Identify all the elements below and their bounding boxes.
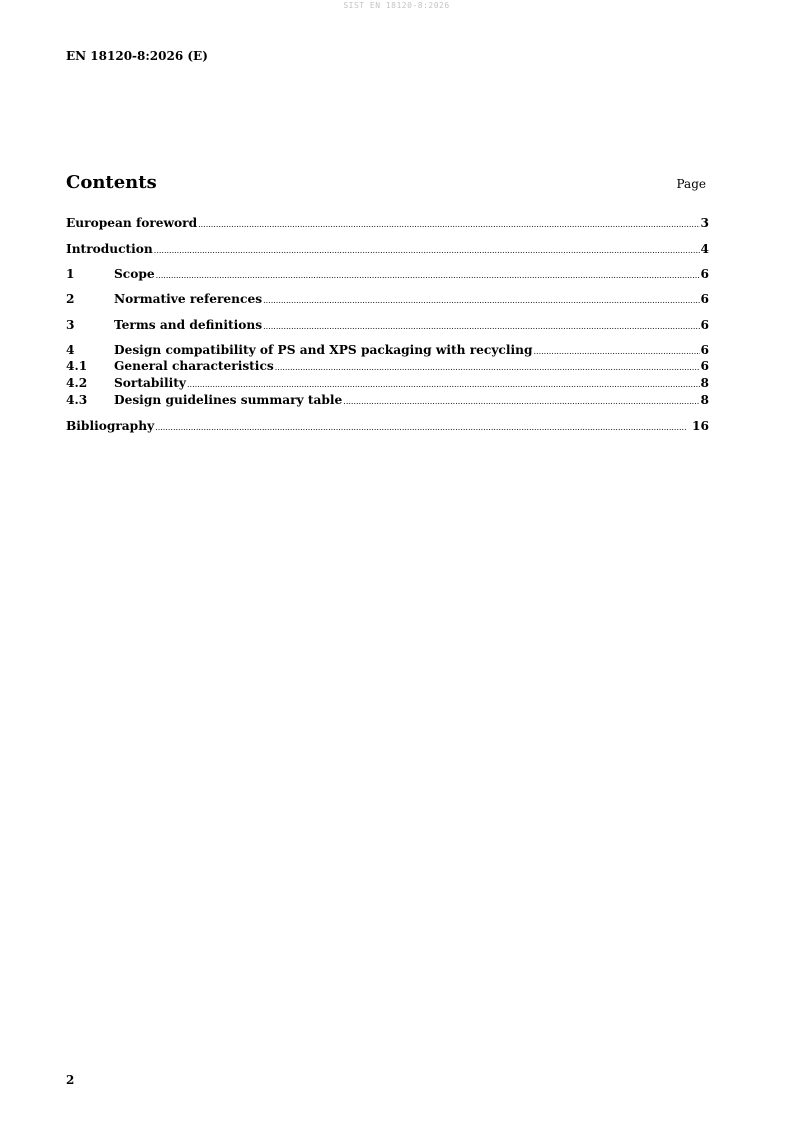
toc-entry-title: Terms and definitions xyxy=(114,318,263,332)
toc-entry-title: Bibliography xyxy=(66,419,155,433)
toc-entry-number: 4.3 xyxy=(66,393,88,407)
toc-dot-leader xyxy=(154,244,700,258)
toc-dot-leader xyxy=(534,345,700,359)
toc-entry-design-compatibility[interactable] xyxy=(66,343,709,357)
toc-dot-leader xyxy=(187,378,700,392)
toc-entry-page: 16 xyxy=(687,419,709,433)
toc-entry-page: 8 xyxy=(700,376,709,390)
toc-entry-number: 2 xyxy=(66,292,75,306)
toc-entry-title: European foreword xyxy=(66,216,198,230)
toc-entry-number: 4.1 xyxy=(66,359,88,373)
toc-entry-page: 6 xyxy=(700,292,709,306)
toc-entry-sortability[interactable] xyxy=(66,376,709,390)
toc-entry-page: 6 xyxy=(700,318,709,332)
toc-dot-leader xyxy=(275,361,700,375)
toc-entry-terms-and-definitions[interactable] xyxy=(66,318,709,332)
toc-dot-leader xyxy=(198,218,699,232)
toc-entry-title: Normative references xyxy=(114,292,263,306)
toc-entry-normative-references[interactable] xyxy=(66,292,709,306)
toc-entry-title: General characteristics xyxy=(114,359,274,373)
page-number: 2 xyxy=(66,1073,75,1087)
toc-entry-general-characteristics[interactable] xyxy=(66,359,709,373)
toc-entry-title: Sortability xyxy=(114,376,187,390)
toc-entry-page: 4 xyxy=(700,242,709,256)
toc-entry-page: 6 xyxy=(700,267,709,281)
toc-dot-leader xyxy=(263,320,699,334)
document-id: EN 18120-8:2026 (E) xyxy=(66,49,208,63)
toc-entry-title: Scope xyxy=(114,267,155,281)
toc-entry-page: 6 xyxy=(700,343,709,357)
toc-entry-page: 6 xyxy=(700,359,709,373)
toc-entry-introduction[interactable] xyxy=(66,242,709,256)
toc-entry-title: Design guidelines summary table xyxy=(114,393,343,407)
toc-entry-european-foreword[interactable] xyxy=(66,216,709,230)
page-column-label: Page xyxy=(676,177,706,191)
toc-entry-page: 3 xyxy=(700,216,709,230)
watermark: SIST EN 18120-8:2026 xyxy=(343,1,450,10)
toc-dot-leader xyxy=(343,395,699,409)
contents-heading: Contents xyxy=(66,172,157,193)
toc-entry-number: 1 xyxy=(66,267,75,281)
toc-entry-number: 4 xyxy=(66,343,75,357)
toc-dot-leader xyxy=(263,294,699,308)
toc-entry-title: Introduction xyxy=(66,242,153,256)
toc-entry-scope[interactable] xyxy=(66,267,709,281)
toc-entry-number: 3 xyxy=(66,318,75,332)
toc-entry-bibliography[interactable] xyxy=(66,419,709,433)
toc-entry-page: 8 xyxy=(700,393,709,407)
toc-entry-design-guidelines-summary-table[interactable] xyxy=(66,393,709,407)
toc-dot-leader xyxy=(156,269,700,283)
toc-dot-leader xyxy=(155,421,687,435)
toc-entry-number: 4.2 xyxy=(66,376,88,390)
toc-entry-title: Design compatibility of PS and XPS packaging with recycling xyxy=(114,343,533,357)
